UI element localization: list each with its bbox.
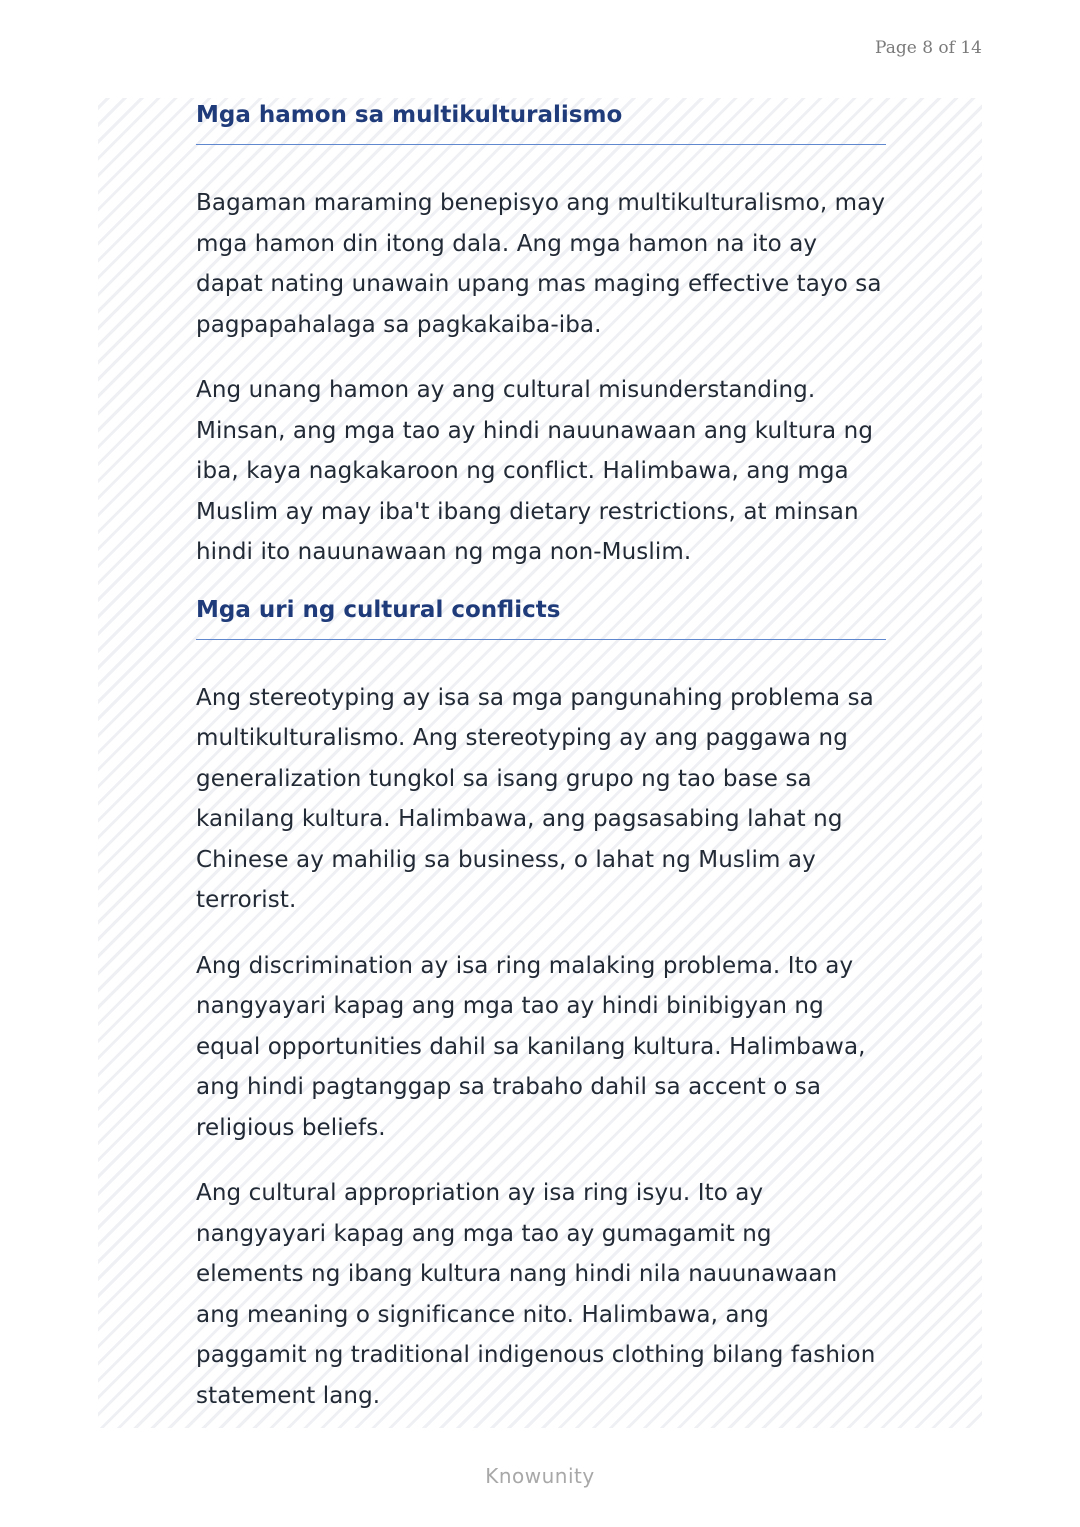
paragraph-cultural-appropriation: Ang cultural appropriation ay isa ring isyu. Ito ay nangyayari kapag ang mga tao ay gumagamit ng elements ng ibang kultura nang hindi nila nauunawaan ang meaning o significance nito. Halimbawa, ang paggamit ng traditional indigenous clothing bilang fashion statement lang. xyxy=(196,1180,876,1409)
paragraph-discrimination: Ang discrimination ay isa ring malaking problema. Ito ay nangyayari kapag ang mga tao ay hindi binibigyan ng equal opportunities dahil sa kanilang kultura. Halimbawa, ang hindi pagtanggap sa trabaho dahil sa accent o sa religious beliefs. xyxy=(196,952,866,1141)
document-body xyxy=(196,98,886,1416)
page-number: Page 8 of 14 xyxy=(875,38,982,58)
footer-brand-logo: Knowunity xyxy=(485,1464,595,1488)
paragraph-cultural-misunderstanding: Ang unang hamon ay ang cultural misunderstanding. Minsan, ang mga tao ay hindi nauunawaan ang kultura ng iba, kaya nagkakaroon ng conflict. Halimbawa, ang mga Muslim ay may iba't ibang dietary restrictions, at minsan hindi ito nauunawaan ng mga non-Muslim. xyxy=(196,377,874,565)
paragraph-stereotyping: Ang stereotyping ay isa sa mga pangunahing problema sa multikulturalismo. Ang stereotyping ay ang paggawa ng generalization tungkol sa isang grupo ng tao base sa kanilang kultura. Halimbawa, ang pagsasabing lahat ng Chinese ay mahilig sa business, o lahat ng Muslim ay terrorist. xyxy=(196,684,874,913)
paragraph-hamon-intro: Bagaman maraming benepisyo ang multikulturalismo, may mga hamon din itong dala. Ang mga hamon na ito ay dapat nating unawain upang mas maging effective tayo sa pagpapahalaga sa pagkakaiba-iba. xyxy=(196,190,886,338)
section-heading-cultural-conflicts: Mga uri ng cultural conflicts xyxy=(196,593,886,640)
section-heading-hamon: Mga hamon sa multikulturalismo xyxy=(196,98,886,145)
